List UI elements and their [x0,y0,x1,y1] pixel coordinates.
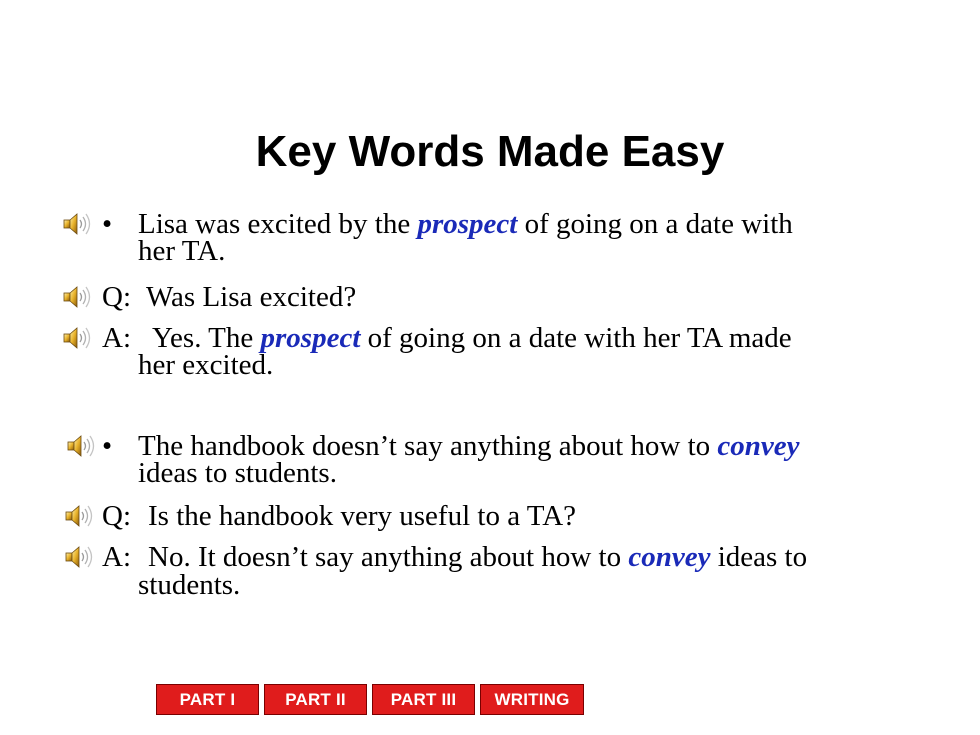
sentence-2-text [138,430,800,462]
keyword-prospect: prospect [417,208,518,240]
sentence-2-before: The handbook doesn’t say anything about how to [138,430,718,462]
keyword-prospect: prospect [260,322,361,354]
answer-1-before: Yes. The [152,322,261,354]
bullet: • [102,430,113,462]
sentence-1-line2: her TA. [138,235,226,267]
speaker-icon[interactable] [64,503,94,529]
question-prefix: Q: [102,281,131,313]
part-2-button[interactable]: PART II [264,684,367,715]
bullet: • [102,208,113,240]
answer-1-line2: her excited. [138,349,274,381]
part-1-button[interactable]: PART I [156,684,259,715]
answer-prefix: A: [102,322,131,354]
part-3-button[interactable]: PART III [372,684,475,715]
sentence-2-line2: ideas to students. [138,457,337,489]
speaker-icon[interactable] [62,325,92,351]
answer-2-after: ideas to [710,541,808,573]
question-prefix: Q: [102,500,131,532]
speaker-icon[interactable] [62,284,92,310]
sentence-1-before: Lisa was excited by the [138,208,418,240]
answer-1-text [152,322,792,354]
speaker-icon[interactable] [66,433,96,459]
question-2-text: Is the handbook very useful to a TA? [148,500,577,532]
answer-prefix: A: [102,541,131,573]
slide-title: Key Words Made Easy [255,127,725,176]
keyword-convey: convey [717,430,800,462]
writing-button[interactable]: WRITING [480,684,584,715]
answer-2-text [148,541,808,573]
sentence-1-after: of going on a date with [517,208,793,240]
speaker-icon[interactable] [64,544,94,570]
sentence-1-text [138,208,793,240]
question-1-text: Was Lisa excited? [146,281,357,313]
answer-2-line2: students. [138,569,241,601]
speaker-icon[interactable] [62,211,92,237]
answer-1-after: of going on a date with her TA made [360,322,792,354]
answer-2-before: No. It doesn’t say anything about how to [148,541,629,573]
keyword-convey: convey [628,541,711,573]
